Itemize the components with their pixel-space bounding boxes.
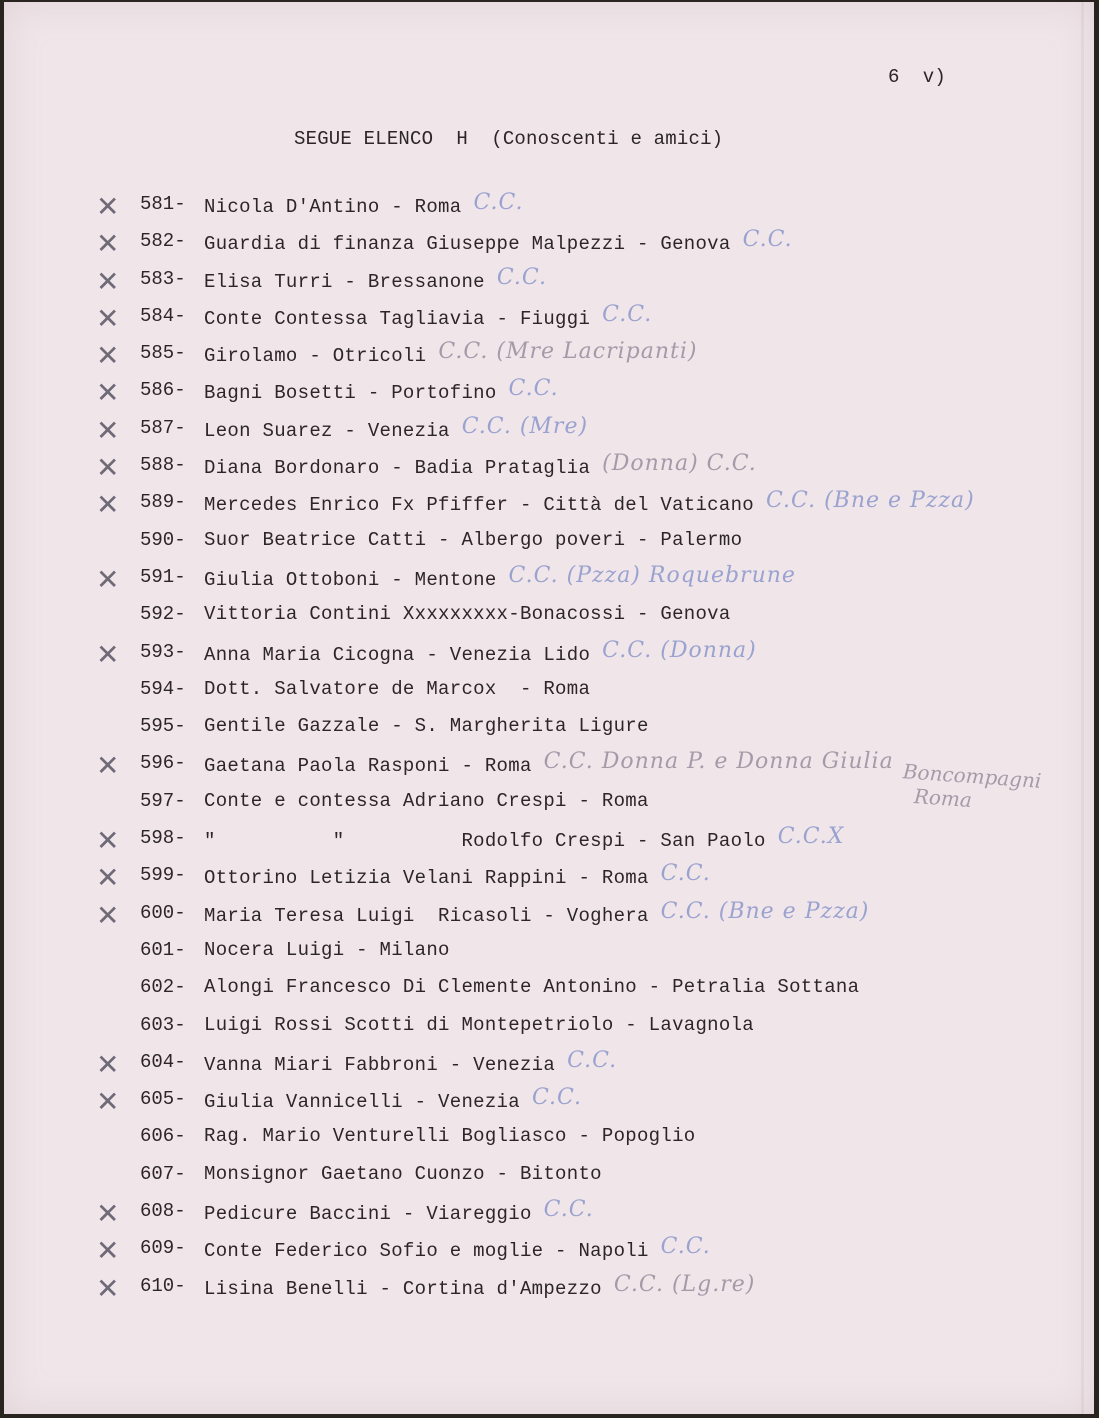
entry-text xyxy=(204,678,590,700)
entry-name: Gaetana Paola Rasponi - Roma xyxy=(204,755,532,778)
entry-number: 589- xyxy=(140,491,186,514)
entry-name: Pedicure Baccini - Viareggio xyxy=(204,1203,532,1226)
check-mark-icon: ✕ xyxy=(96,1234,120,1268)
handwritten-annotation: C.C. xyxy=(660,861,711,887)
handwritten-annotation: C.C. xyxy=(602,301,653,327)
entry-number: 603- xyxy=(140,1013,186,1036)
list-item xyxy=(4,1011,1094,1048)
list-item xyxy=(4,936,1094,973)
check-mark-icon: ✕ xyxy=(96,898,120,932)
list-item xyxy=(4,451,1094,488)
handwritten-annotation: C.C. xyxy=(742,227,793,253)
list-item xyxy=(4,824,1094,861)
list-item xyxy=(4,1234,1094,1271)
entry-name: Ottorino Letizia Velani Rappini - Roma xyxy=(204,867,649,890)
entry-name: Giulia Ottoboni - Mentone xyxy=(204,568,497,591)
entry-name: Conte Federico Sofio e moglie - Napoli xyxy=(204,1240,649,1263)
list-item xyxy=(4,973,1094,1010)
entry-text xyxy=(204,264,547,293)
entry-number: 582- xyxy=(140,230,186,253)
handwritten-annotation: (Donna) C.C. xyxy=(602,451,757,477)
entry-text xyxy=(204,1163,602,1185)
entry-number: 584- xyxy=(140,304,186,327)
list-item xyxy=(4,339,1094,376)
entry-number: 601- xyxy=(140,938,186,961)
list-item xyxy=(4,1085,1094,1122)
entry-name: Suor Beatrice Catti - Albergo poveri - Palermo xyxy=(204,528,743,551)
list-item xyxy=(4,899,1094,936)
entry-text xyxy=(204,603,731,625)
entry-text xyxy=(204,861,711,890)
handwritten-annotation: C.C. xyxy=(531,1085,583,1111)
check-mark-icon: ✕ xyxy=(96,413,120,447)
check-mark-icon: ✕ xyxy=(96,451,120,485)
handwritten-annotation: C.C. (Mre) xyxy=(461,413,589,439)
entry-name: Gentile Gazzale - S. Margherita Ligure xyxy=(204,715,649,738)
list-item xyxy=(4,1197,1094,1234)
entry-number: 609- xyxy=(140,1237,186,1260)
entry-name: Elisa Turri - Bressanone xyxy=(204,270,485,293)
entry-number: 599- xyxy=(140,864,186,887)
entry-text xyxy=(204,1197,594,1226)
check-mark-icon: ✕ xyxy=(96,227,120,261)
entry-number: 605- xyxy=(140,1088,186,1111)
page-number: 6 v) xyxy=(888,66,947,88)
check-mark-icon: ✕ xyxy=(96,264,120,298)
handwritten-annotation: C.C. (Lg.re) xyxy=(613,1271,756,1297)
list-item xyxy=(4,563,1094,600)
check-mark-icon: ✕ xyxy=(96,488,120,522)
entry-name: Nocera Luigi - Milano xyxy=(204,938,450,961)
list-item xyxy=(4,376,1094,413)
list-item xyxy=(4,600,1094,637)
entry-name: Conte e contessa Adriano Crespi - Roma xyxy=(204,789,649,812)
entry-number: 604- xyxy=(140,1050,186,1073)
entry-name: Vittoria Contini Xxxxxxxxx-Bonacossi - Genova xyxy=(204,603,731,626)
entry-name: Guardia di finanza Giuseppe Malpezzi - Genova xyxy=(204,233,731,256)
contact-list xyxy=(4,190,1094,1309)
entry-name: Lisina Benelli - Cortina d'Ampezzo xyxy=(204,1277,602,1300)
entry-text xyxy=(204,898,870,927)
entry-name: Conte Contessa Tagliavia - Fiuggi xyxy=(204,307,591,330)
entry-text xyxy=(204,413,589,442)
list-item xyxy=(4,1122,1094,1159)
handwritten-annotation: C.C. (Bne e Pzza) xyxy=(766,488,975,514)
entry-text xyxy=(204,529,742,551)
entry-number: 598- xyxy=(140,827,186,850)
page-title: SEGUE ELENCO H (Conoscenti e amici) xyxy=(294,128,724,150)
entry-text xyxy=(204,939,450,961)
entry-text xyxy=(204,1047,618,1076)
entry-text xyxy=(204,339,698,368)
entry-text xyxy=(204,451,757,480)
list-item xyxy=(4,302,1094,339)
margin-note: Boncompagni Roma xyxy=(900,759,1043,813)
list-item xyxy=(4,414,1094,451)
entry-name: Mercedes Enrico Fx Pfiffer - Città del Vaticano xyxy=(204,494,754,517)
entry-text xyxy=(204,637,757,666)
entry-number: 600- xyxy=(140,901,186,924)
entry-text xyxy=(204,562,796,591)
check-mark-icon: ✕ xyxy=(96,1047,120,1081)
list-item xyxy=(4,1272,1094,1309)
entry-name: Rag. Mario Venturelli Bogliasco - Popoglio xyxy=(204,1125,696,1148)
check-mark-icon: ✕ xyxy=(96,562,120,596)
entry-name: Vanna Miari Fabbroni - Venezia xyxy=(204,1053,556,1076)
entry-text xyxy=(204,749,894,778)
entry-number: 597- xyxy=(140,789,186,812)
entry-text xyxy=(204,1085,583,1114)
check-mark-icon: ✕ xyxy=(96,861,120,895)
list-item xyxy=(4,638,1094,675)
entry-number: 585- xyxy=(140,342,186,365)
entry-name: Bagni Bosetti - Portofino xyxy=(204,382,497,405)
entry-number: 595- xyxy=(140,715,186,738)
entry-name: Leon Suarez - Venezia xyxy=(204,419,450,442)
entry-name: Girolamo - Otricoli xyxy=(204,345,427,368)
entry-name: Nicola D'Antino - Roma xyxy=(204,196,462,218)
check-mark-icon: ✕ xyxy=(96,339,120,373)
paper-sheet xyxy=(4,2,1094,1414)
check-mark-icon: ✕ xyxy=(96,190,120,223)
entry-number: 606- xyxy=(140,1125,186,1148)
entry-number: 591- xyxy=(140,565,186,588)
handwritten-annotation: C.C. xyxy=(543,1197,594,1223)
entry-text xyxy=(204,1234,711,1263)
handwritten-annotation: C.C.X xyxy=(777,824,845,850)
handwritten-annotation: C.C. xyxy=(660,1234,711,1260)
list-item xyxy=(4,190,1094,227)
entry-number: 610- xyxy=(140,1274,186,1297)
check-mark-icon: ✕ xyxy=(96,1197,120,1231)
entry-number: 592- xyxy=(140,603,186,626)
handwritten-annotation: C.C. xyxy=(496,264,547,290)
entry-text xyxy=(204,1014,754,1036)
entry-text xyxy=(204,976,859,998)
list-item xyxy=(4,712,1094,749)
entry-text xyxy=(204,376,559,405)
list-item xyxy=(4,1048,1094,1085)
entry-name: Maria Teresa Luigi Ricasoli - Voghera xyxy=(204,904,649,927)
entry-name: Alongi Francesco Di Clemente Antonino - Petralia Sottana xyxy=(204,976,860,999)
entry-number: 587- xyxy=(140,416,186,439)
entry-text xyxy=(204,190,524,218)
handwritten-annotation: C.C. (Mre Lacripanti) xyxy=(438,339,698,365)
list-item xyxy=(4,227,1094,264)
entry-name: Anna Maria Cicogna - Venezia Lido xyxy=(204,643,591,666)
entry-text xyxy=(204,715,649,737)
entry-name: Monsignor Gaetano Cuonzo - Bitonto xyxy=(204,1162,602,1185)
list-item xyxy=(4,265,1094,302)
check-mark-icon: ✕ xyxy=(96,376,120,410)
list-item xyxy=(4,526,1094,563)
entry-text xyxy=(204,488,975,517)
list-item xyxy=(4,488,1094,525)
entry-number: 596- xyxy=(140,752,186,775)
entry-number: 588- xyxy=(140,454,186,477)
entry-number: 607- xyxy=(140,1162,186,1185)
entry-number: 593- xyxy=(140,640,186,663)
entry-number: 608- xyxy=(140,1200,186,1223)
entry-number: 602- xyxy=(140,976,186,999)
list-item xyxy=(4,1160,1094,1197)
check-mark-icon: ✕ xyxy=(96,637,120,671)
entry-name: Giulia Vannicelli - Venezia xyxy=(204,1091,520,1114)
entry-number: 583- xyxy=(140,267,186,290)
handwritten-annotation: C.C. (Bne e Pzza) xyxy=(660,898,870,924)
list-item xyxy=(4,861,1094,898)
handwritten-annotation: C.C. xyxy=(567,1047,618,1073)
entry-number: 586- xyxy=(140,379,186,402)
handwritten-annotation: C.C. Donna P. e Donna Giulia xyxy=(543,749,894,775)
check-mark-icon: ✕ xyxy=(96,1271,120,1305)
handwritten-annotation: C.C. (Pzza) Roquebrune xyxy=(508,562,796,588)
entry-number: 594- xyxy=(140,677,186,700)
handwritten-annotation: C.C. xyxy=(473,190,524,215)
check-mark-icon: ✕ xyxy=(96,749,120,783)
entry-text xyxy=(204,301,653,330)
entry-name: " " Rodolfo Crespi - San Paolo xyxy=(204,830,766,853)
entry-text xyxy=(204,824,845,853)
entry-text xyxy=(204,1271,756,1300)
list-item xyxy=(4,675,1094,712)
entry-text xyxy=(204,790,649,812)
check-mark-icon: ✕ xyxy=(96,301,120,335)
entry-name: Diana Bordonaro - Badia Prataglia xyxy=(204,457,591,480)
check-mark-icon: ✕ xyxy=(96,824,120,858)
entry-number: 590- xyxy=(140,528,186,551)
entry-name: Dott. Salvatore de Marcox - Roma xyxy=(204,677,591,700)
entry-text xyxy=(204,1125,695,1147)
entry-text xyxy=(204,227,793,256)
handwritten-annotation: C.C. (Donna) xyxy=(602,637,757,663)
entry-number: 581- xyxy=(140,193,186,215)
check-mark-icon: ✕ xyxy=(96,1085,120,1119)
entry-name: Luigi Rossi Scotti di Montepetriolo - Lavagnola xyxy=(204,1013,754,1036)
handwritten-annotation: C.C. xyxy=(508,376,559,402)
